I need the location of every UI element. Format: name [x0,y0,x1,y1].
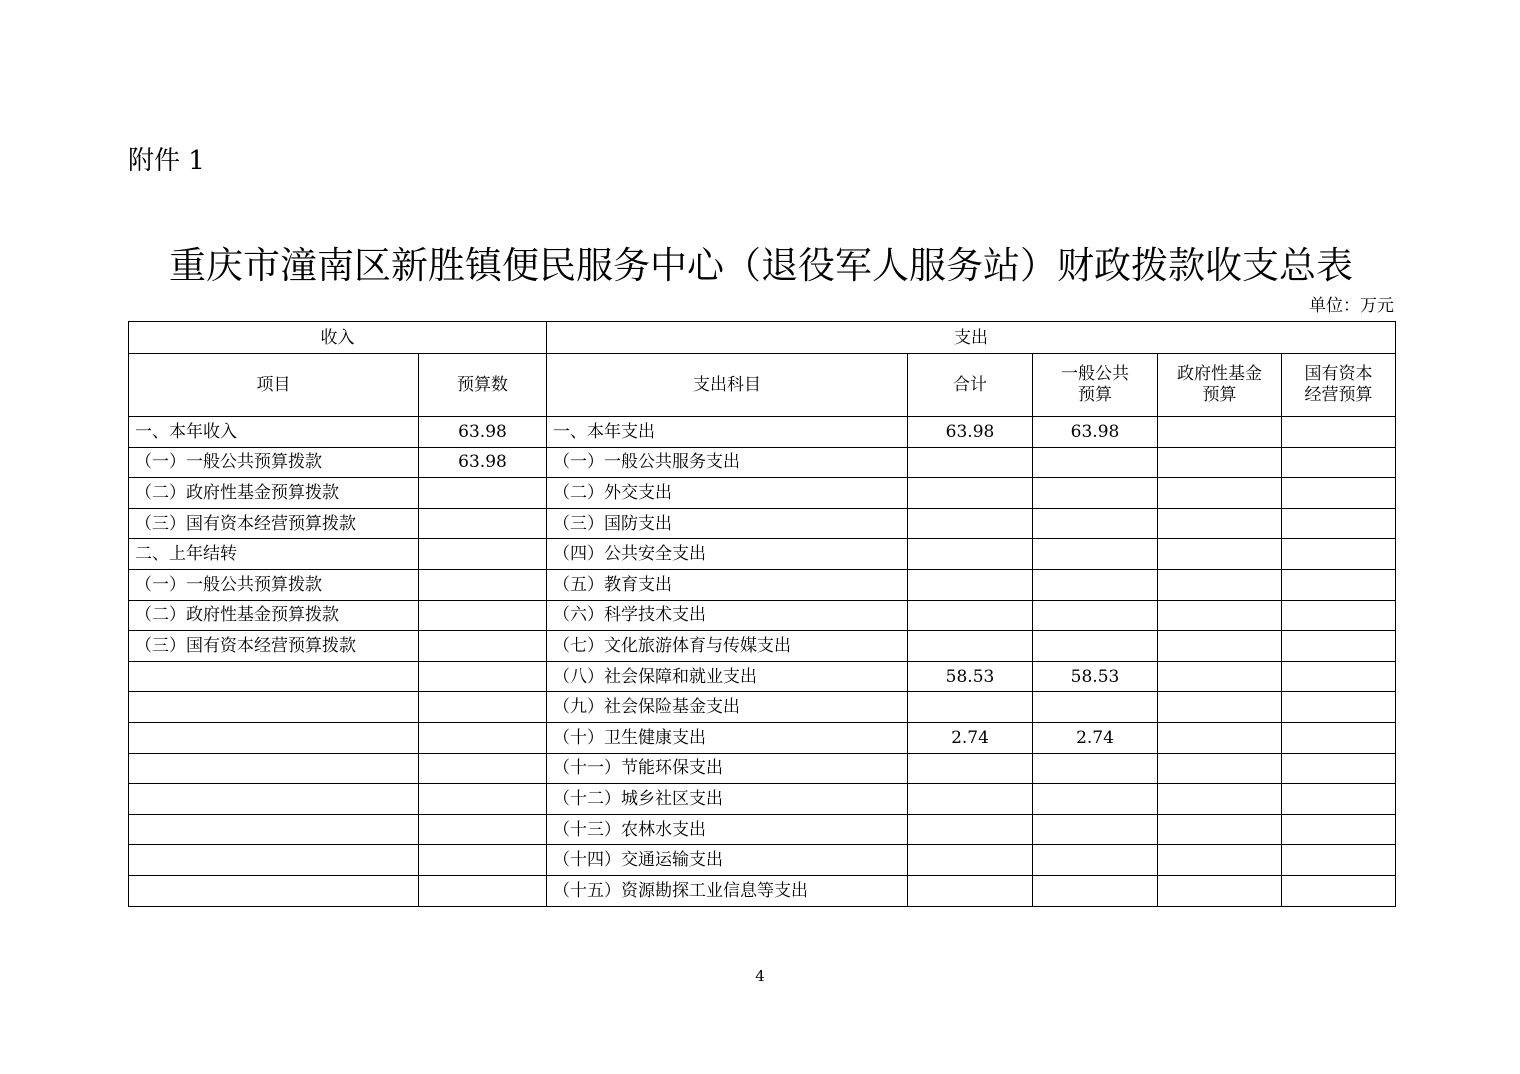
expense-item-cell: （五）教育支出 [547,569,908,600]
gov-fund-cell [1158,692,1282,723]
total-cell [908,753,1033,784]
income-item-cell [129,722,419,753]
expense-item-cell: （四）公共安全支出 [547,539,908,570]
income-group-header: 收入 [129,322,547,354]
gov-fund-cell [1158,569,1282,600]
total-cell [908,539,1033,570]
total-cell: 58.53 [908,661,1033,692]
total-cell [908,508,1033,539]
total-cell: 63.98 [908,417,1033,448]
gov-fund-cell [1158,875,1282,906]
state-capital-cell [1282,845,1396,876]
gov-fund-cell [1158,417,1282,448]
header-item: 项目 [129,354,419,417]
expense-item-cell: （十三）农林水支出 [547,814,908,845]
income-budget-cell: 63.98 [419,417,547,448]
income-budget-cell [419,845,547,876]
income-budget-cell [419,631,547,662]
general-public-cell [1033,814,1158,845]
income-budget-cell [419,784,547,815]
header-general-public-line1: 一般公共 [1061,364,1129,384]
table-row [129,753,1396,784]
state-capital-cell [1282,753,1396,784]
income-item-cell [129,875,419,906]
income-budget-cell [419,753,547,784]
expense-item-cell: （七）文化旅游体育与传媒支出 [547,631,908,662]
table-row [129,692,1396,723]
income-budget-cell [419,692,547,723]
expense-item-cell: （十）卫生健康支出 [547,722,908,753]
expense-group-header: 支出 [547,322,1396,354]
unit-label: 单位：万元 [1309,296,1394,316]
income-budget-cell [419,478,547,509]
table-row [129,539,1396,570]
gov-fund-cell [1158,631,1282,662]
table-row [129,875,1396,906]
page-number: 4 [755,967,765,985]
table-row [129,631,1396,662]
state-capital-cell [1282,600,1396,631]
income-budget-cell [419,539,547,570]
gov-fund-cell [1158,753,1282,784]
state-capital-cell [1282,539,1396,570]
state-capital-cell [1282,784,1396,815]
income-budget-cell [419,722,547,753]
state-capital-cell [1282,447,1396,478]
total-cell [908,814,1033,845]
state-capital-cell [1282,508,1396,539]
header-gov-fund-line1: 政府性基金 [1177,364,1262,384]
table-row [129,478,1396,509]
income-item-cell: （二）政府性基金预算拨款 [129,478,419,509]
income-item-cell [129,661,419,692]
expense-item-cell: （六）科学技术支出 [547,600,908,631]
state-capital-cell [1282,722,1396,753]
general-public-cell [1033,784,1158,815]
table-row [129,417,1396,448]
income-budget-cell: 63.98 [419,447,547,478]
gov-fund-cell [1158,539,1282,570]
table-row [129,814,1396,845]
table-row [129,569,1396,600]
general-public-cell: 2.74 [1033,722,1158,753]
gov-fund-cell [1158,508,1282,539]
income-item-cell: （三）国有资本经营预算拨款 [129,508,419,539]
income-item-cell [129,692,419,723]
income-budget-cell [419,508,547,539]
income-budget-cell [419,569,547,600]
expense-item-cell: （九）社会保险基金支出 [547,692,908,723]
gov-fund-cell [1158,478,1282,509]
general-public-cell [1033,478,1158,509]
group-header-row [129,322,1396,354]
general-public-cell [1033,692,1158,723]
general-public-cell: 63.98 [1033,417,1158,448]
state-capital-cell [1282,478,1396,509]
header-state-capital [1282,354,1396,417]
header-state-capital-line2: 经营预算 [1304,385,1373,405]
header-gov-fund-line2: 预算 [1202,385,1237,405]
general-public-cell [1033,569,1158,600]
table-row [129,600,1396,631]
total-cell [908,478,1033,509]
state-capital-cell [1282,814,1396,845]
gov-fund-cell [1158,845,1282,876]
expense-item-cell: （十一）节能环保支出 [547,753,908,784]
attachment-label: 附件 1 [128,146,205,176]
general-public-cell [1033,845,1158,876]
general-public-cell [1033,447,1158,478]
income-item-cell [129,753,419,784]
gov-fund-cell [1158,784,1282,815]
header-total: 合计 [908,354,1033,417]
table-row [129,508,1396,539]
gov-fund-cell [1158,661,1282,692]
state-capital-cell [1282,875,1396,906]
column-header-row [129,354,1396,417]
general-public-cell [1033,508,1158,539]
table-row [129,661,1396,692]
total-cell [908,784,1033,815]
general-public-cell [1033,539,1158,570]
expense-item-cell: （三）国防支出 [547,508,908,539]
income-item-cell: 二、上年结转 [129,539,419,570]
expense-item-cell: （八）社会保障和就业支出 [547,661,908,692]
total-cell [908,692,1033,723]
total-cell [908,875,1033,906]
general-public-cell [1033,875,1158,906]
gov-fund-cell [1158,600,1282,631]
state-capital-cell [1282,631,1396,662]
state-capital-cell [1282,417,1396,448]
state-capital-cell [1282,569,1396,600]
income-budget-cell [419,600,547,631]
gov-fund-cell [1158,722,1282,753]
total-cell [908,600,1033,631]
income-item-cell: （一）一般公共预算拨款 [129,447,419,478]
income-item-cell: （三）国有资本经营预算拨款 [129,631,419,662]
table-row [129,722,1396,753]
total-cell: 2.74 [908,722,1033,753]
header-budget: 预算数 [419,354,547,417]
total-cell [908,569,1033,600]
expense-item-cell: （二）外交支出 [547,478,908,509]
total-cell [908,845,1033,876]
header-general-public-line2: 预算 [1078,385,1112,405]
gov-fund-cell [1158,814,1282,845]
income-item-cell: 一、本年收入 [129,417,419,448]
income-item-cell: （二）政府性基金预算拨款 [129,600,419,631]
document-title: 重庆市潼南区新胜镇便民服务中心（退役军人服务站）财政拨款收支总表 [169,244,1353,287]
header-general-public [1033,354,1158,417]
header-state-capital-line1: 国有资本 [1304,364,1373,384]
state-capital-cell [1282,692,1396,723]
table-row [129,447,1396,478]
total-cell [908,447,1033,478]
income-budget-cell [419,875,547,906]
expense-item-cell: （十四）交通运输支出 [547,845,908,876]
state-capital-cell [1282,661,1396,692]
expense-item-cell: （十五）资源勘探工业信息等支出 [547,875,908,906]
general-public-cell [1033,753,1158,784]
header-gov-fund [1158,354,1282,417]
income-budget-cell [419,661,547,692]
income-item-cell [129,814,419,845]
income-item-cell [129,845,419,876]
income-item-cell: （一）一般公共预算拨款 [129,569,419,600]
gov-fund-cell [1158,447,1282,478]
general-public-cell [1033,600,1158,631]
budget-summary-table [128,321,1396,907]
table-row [129,845,1396,876]
expense-item-cell: 一、本年支出 [547,417,908,448]
total-cell [908,631,1033,662]
income-item-cell [129,784,419,815]
table-row [129,784,1396,815]
expense-item-cell: （一）一般公共服务支出 [547,447,908,478]
expense-item-cell: （十二）城乡社区支出 [547,784,908,815]
general-public-cell: 58.53 [1033,661,1158,692]
general-public-cell [1033,631,1158,662]
header-expense-item: 支出科目 [547,354,908,417]
income-budget-cell [419,814,547,845]
